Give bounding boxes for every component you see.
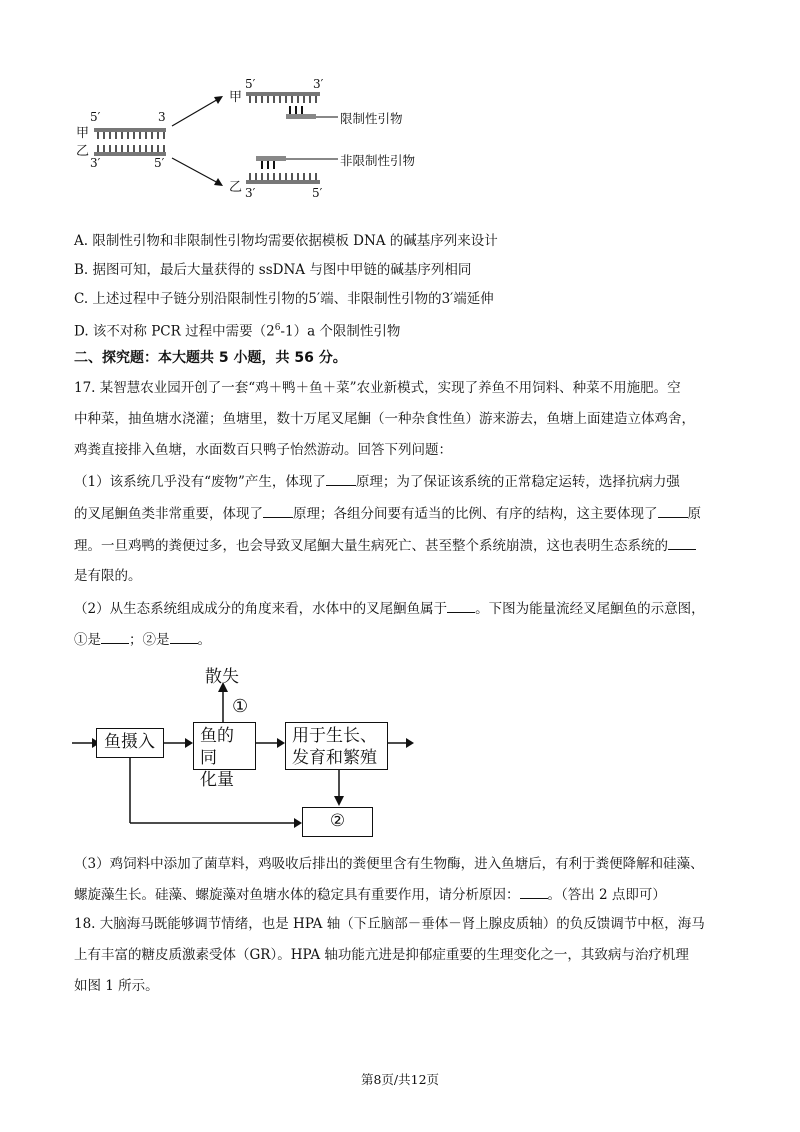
option-c: C. 上述过程中子链分别沿限制性引物的5′端、非限制性引物的3′端延伸 <box>74 291 494 307</box>
label-right-bottom-3: 3′ <box>245 186 256 200</box>
box-fish-intake: 鱼摄入 <box>96 728 164 758</box>
base-pairs-left <box>98 132 164 152</box>
q17-part1-line-3: 理。一旦鸡鸭的粪便过多，也会导致叉尾鮰大量生病死亡、甚至整个系统崩溃，这也表明生态系统的 <box>74 535 696 556</box>
box-assimilation: 鱼的同 化量 <box>193 722 256 770</box>
answer-blank[interactable] <box>263 503 293 518</box>
q17-part2-line-1: （2）从生态系统组成成分的角度来看，水体中的叉尾鮰鱼属于 。下图为能量流经叉尾鮰鱼的示意图， <box>74 598 705 619</box>
option-a: A. 限制性引物和非限制性引物均需要依据模板 DNA 的碱基序列来设计 <box>74 233 498 249</box>
strand-jia-right <box>246 92 320 96</box>
label-left-bottom-3: 3′ <box>90 156 101 170</box>
arrow-up <box>172 98 220 126</box>
q17-intro-line-3: 鸡粪直接排入鱼塘，水面数百只鸭子怡然游动。回答下列问题： <box>74 442 452 458</box>
q17-part3-line-1: （3）鸡饲料中添加了菌草料，鸡吸收后排出的粪便里含有生物酶，进入鱼塘后，有利于粪便降解和硅藻、 <box>74 856 704 872</box>
label-limiting-primer: 限制性引物 <box>340 111 403 126</box>
base-pairs-right-bottom <box>250 173 316 180</box>
option-d: D. 该不对称 PCR 过程中需要$(2^6-1)a$ 个限制性引物 <box>74 323 401 340</box>
box-circle-2: ② <box>302 807 373 837</box>
answer-blank[interactable] <box>520 884 548 899</box>
q17-part1-line-4: 是有限的。 <box>74 568 142 584</box>
label-right-top-3: 3′ <box>313 77 324 91</box>
strand-yi-right <box>246 180 320 184</box>
strand-jia-left <box>94 128 166 132</box>
q17-intro-line-1: 17. 某智慧农业园开创了一套“鸡＋鸭＋鱼＋菜”农业新模式，实现了养鱼不用饲料、种菜不用施肥。空 <box>74 380 681 396</box>
label-nonlimiting-primer: 非限制性引物 <box>340 153 416 168</box>
label-left-top-5: 5′ <box>90 110 101 124</box>
q17-part3-line-2: 螺旋藻生长。硅藻、螺旋藻对鱼塘水体的稳定具有重要作用，请分析原因： 。（答出 2 点即可） <box>74 884 666 905</box>
option-b: B. 据图可知，最后大量获得的 ssDNA 与图中甲链的碱基序列相同 <box>74 262 472 278</box>
flow-label-circle-1: ① <box>232 696 249 717</box>
answer-blank[interactable] <box>170 629 198 644</box>
label-left-top-3: 3 <box>158 110 166 124</box>
label-left-bottom-5: 5′ <box>154 156 165 170</box>
limiting-primer <box>286 114 316 119</box>
q18-line-1: 18. 大脑海马既能够调节情绪，也是 HPA 轴（下丘脑部－垂体－肾上腺皮质轴）的负反馈调节中枢，海马 <box>74 916 705 932</box>
box-growth-reproduction: 用于生长、 发育和繁殖 <box>285 722 388 770</box>
q18-line-3: 如图 1 所示。 <box>74 978 159 994</box>
label-yi-right: 乙 <box>229 180 243 195</box>
answer-blank[interactable] <box>668 535 696 550</box>
answer-blank[interactable] <box>447 598 475 613</box>
q17-intro-line-2: 中种菜，抽鱼塘水浇灌；鱼塘里，数十万尾叉尾鮰（一种杂食性鱼）游来游去，鱼塘上面建造立体鸡舍， <box>74 411 695 427</box>
pcr-diagram <box>60 60 460 220</box>
label-jia-right: 甲 <box>229 90 243 105</box>
flow-label-loss: 散失 <box>205 667 239 687</box>
q17-part1-line-1: （1）该系统几乎没有“废物”产生，体现了 原理；为了保证该系统的正常稳定运转，选择抗病力强 <box>74 471 680 492</box>
section-title: 二、探究题：本大题共 5 小题，共 56 分。 <box>74 350 347 366</box>
answer-blank[interactable] <box>101 629 129 644</box>
label-jia-left: 甲 <box>76 126 90 141</box>
q17-part2-line-2: ①是 ；②是 。 <box>74 629 211 650</box>
answer-blank[interactable] <box>326 471 356 486</box>
label-yi-left: 乙 <box>76 144 90 159</box>
label-right-bottom-5: 5′ <box>312 186 323 200</box>
limiting-primer-bonds <box>290 106 302 114</box>
label-right-top-5: 5′ <box>245 77 256 91</box>
nonlimiting-primer <box>256 156 286 161</box>
answer-blank[interactable] <box>658 503 688 518</box>
q17-part1-line-2: 的叉尾鮰鱼类非常重要，体现了 原理；各组分间要有适当的比例、有序的结构，这主要体现了 原 <box>74 503 701 524</box>
arrow-down <box>172 158 220 184</box>
nonlimiting-primer-bonds <box>262 161 274 169</box>
q18-line-2: 上有丰富的糖皮质激素受体（GR）。HPA 轴功能亢进是抑郁症重要的生理变化之一，其致病与治疗机理 <box>74 947 689 963</box>
base-pairs-right-top <box>250 96 316 103</box>
page-footer: 第8页/共12页 <box>360 1072 440 1087</box>
